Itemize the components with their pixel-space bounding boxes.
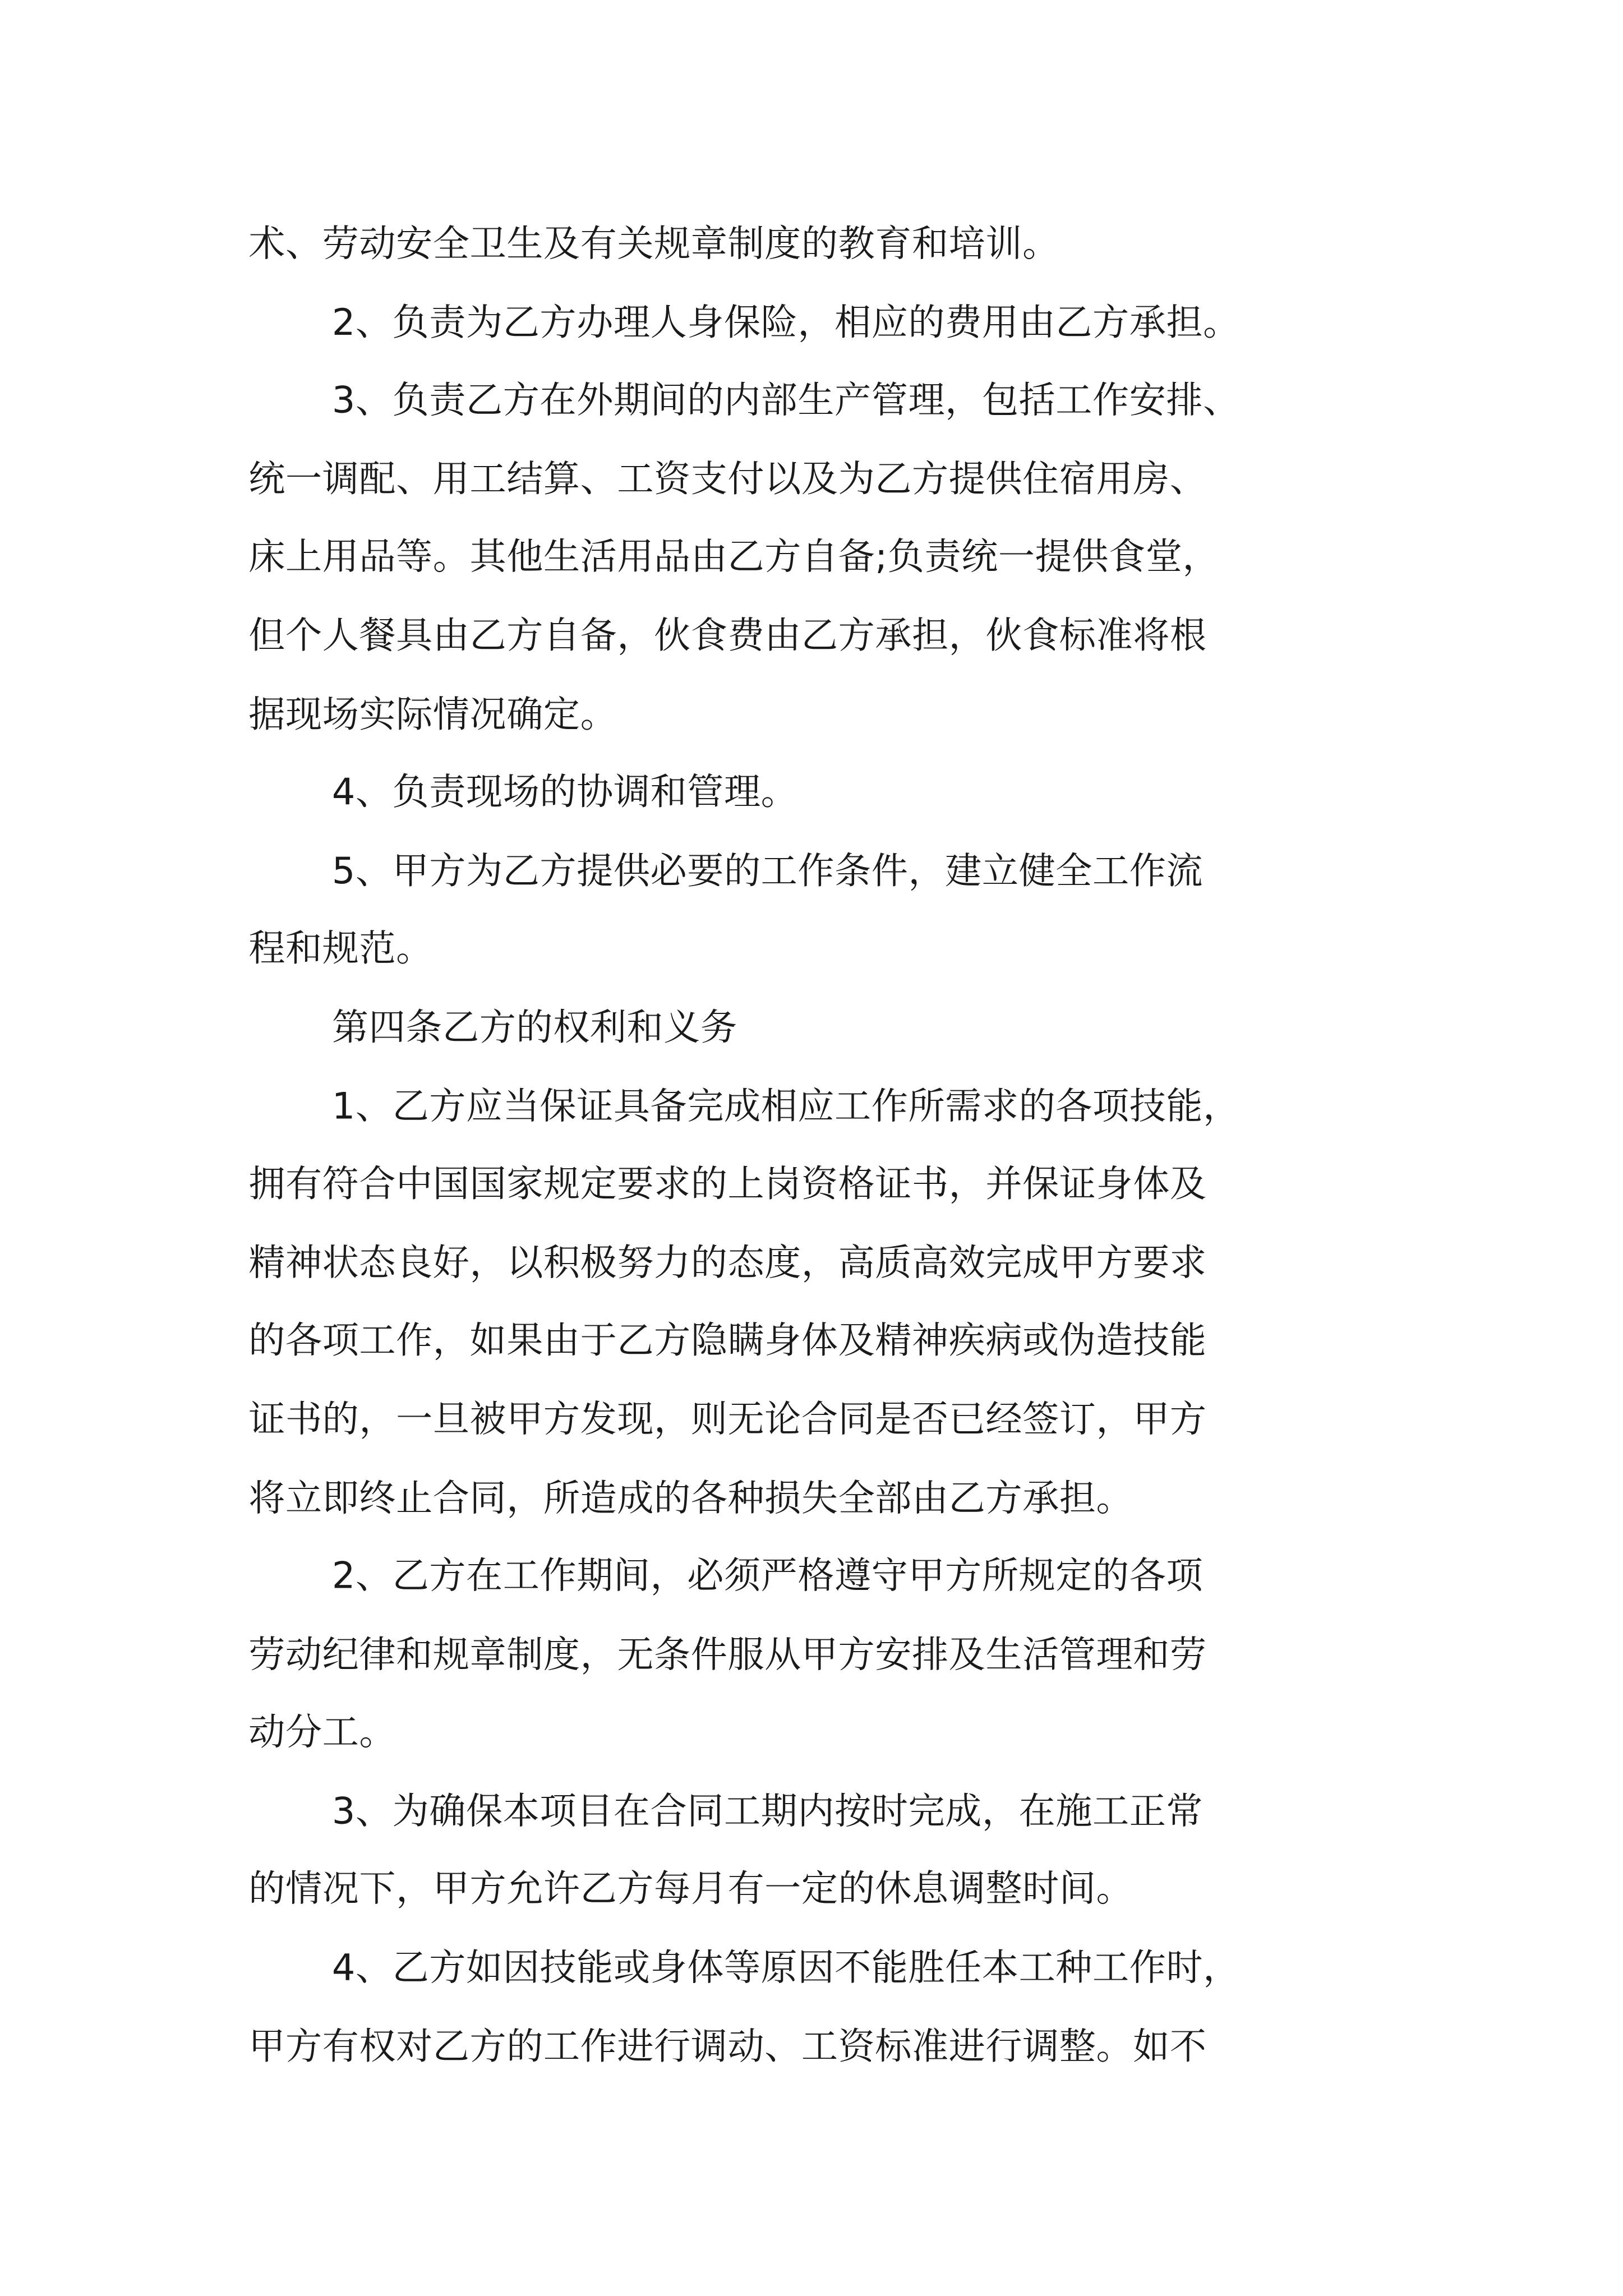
text-line: 术、劳动安全卫生及有关规章制度的教育和培训。 [248,222,1059,265]
text-line: 拥有符合中国国家规定要求的上岗资格证书，并保证身体及 [248,1163,1207,1205]
text-line: 的各项工作，如果由于乙方隐瞒身体及精神疾病或伪造技能 [248,1319,1207,1362]
text-line: 但个人餐具由乙方自备，伙食费由乙方承担，伙食标准将根 [248,614,1207,657]
text-line: 第四条乙方的权利和义务 [331,1006,737,1049]
text-line: 甲方有权对乙方的工作进行调动、工资标准进行调整。如不 [248,2025,1207,2067]
text-line: 3、负责乙方在外期间的内部生产管理，包括工作安排、 [331,379,1240,422]
text-line: 4、乙方如因技能或身体等原因不能胜任本工种工作时， [331,1946,1240,1989]
text-line: 据现场实际情况确定。 [248,692,617,735]
text-line: 程和规范。 [248,927,433,970]
text-line: 3、为确保本项目在合同工期内按时完成，在施工正常 [331,1790,1204,1832]
text-line: 劳动纪律和规章制度，无条件服从甲方安排及生活管理和劳 [248,1633,1207,1676]
text-line: 床上用品等。其他生活用品由乙方自备;负责统一提供食堂， [248,536,1220,578]
text-line: 4、负责现场的协调和管理。 [331,771,798,814]
text-line: 证书的，一旦被甲方发现，则无论合同是否已经签订，甲方 [248,1398,1207,1441]
text-line: 2、负责为乙方办理人身保险，相应的费用由乙方承担。 [331,301,1240,343]
text-line: 的情况下，甲方允许乙方每月有一定的休息调整时间。 [248,1868,1133,1911]
text-line: 统一调配、用工结算、工资支付以及为乙方提供住宿用房、 [248,457,1207,500]
text-line: 1、乙方应当保证具备完成相应工作所需求的各项技能， [331,1084,1240,1127]
text-line: 2、乙方在工作期间，必须严格遵守甲方所规定的各项 [331,1554,1204,1597]
text-line: 精神状态良好，以积极努力的态度，高质高效完成甲方要求 [248,1241,1207,1284]
text-line: 动分工。 [248,1711,396,1754]
text-line: 5、甲方为乙方提供必要的工作条件，建立健全工作流 [331,849,1204,892]
document-body [248,205,1404,2086]
text-line: 将立即终止合同，所造成的各种损失全部由乙方承担。 [248,1476,1133,1519]
